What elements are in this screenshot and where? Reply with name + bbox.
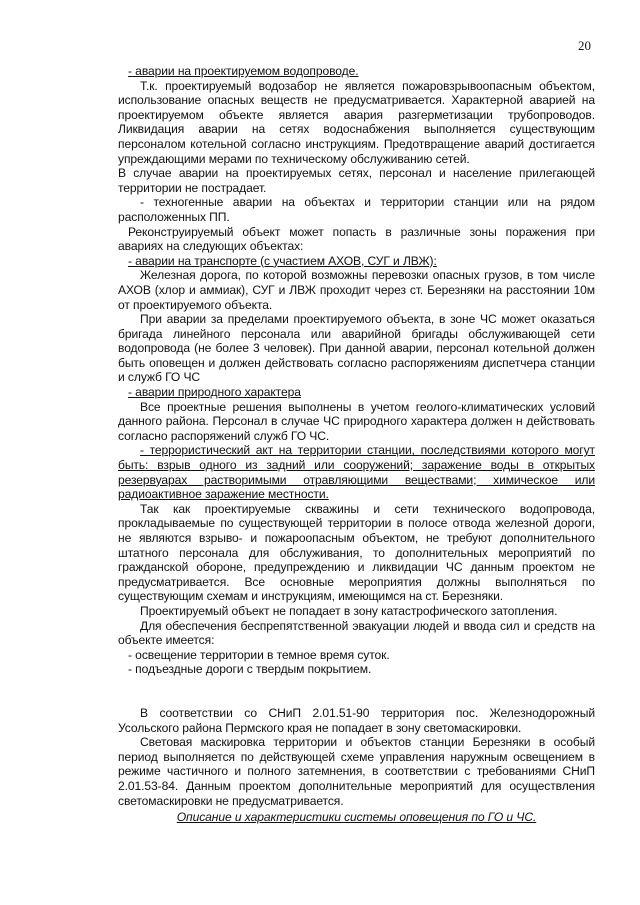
list-item: - освещение территории в темное время суток. [128,647,390,662]
heading-water-pipeline-accident: - аварии на проектируемом водопроводе. [128,64,359,78]
heading-transport-accident: - аварии на транспорте (с участием АХОВ, СУГ и ЛВЖ): [128,253,437,268]
paragraph: Т.к. проектируемый водозабор не является пожаровзрывоопасным объектом, использование опасных веществ не предусматривается. Характерной аварией на проектируемом объекте является авария разгерметизации трубопроводов. Ликвидация аварии на сетях водоснабжения выполняется существующим персоналом котельной согласно инструкциям. Предотвращение аварий достигается упреждающими мерами по техническому обслуживанию сетей. [118,78,595,166]
paragraph: Так как проектируемые скважины и сети технического водопровода, прокладываемые по существующей территории в полосе отвода железной дороги, не являются взрыво- и пожароопасным объектом, не требуют дополнительного штатного персонала для обслуживания, то дополнительных мероприятий по гражданской обороне, предупреждению и ликвидации ЧС данным проектом не предусматривается. Все основные мероприятия должны выполняться по существующим схемам и инструкциям, имеющимся на ст. Березняки. [118,501,595,604]
paragraph: Проектируемый объект не попадает в зону катастрофического затопления. [140,603,558,618]
paragraph: Для обеспечения беспрепятственной эвакуации людей и ввода сил и средств на объекте имеется: [118,618,595,648]
heading-natural-accident: - аварии природного характера [128,385,301,400]
paragraph: Световая маскировка территории и объектов станции Березняки в особый период выполняется по действующей схеме управления наружным освещением в режиме частичного и полного затемнения, в соответствии с требованиями СНиП 2.01.53-84. Данным проектом дополнительные мероприятий для осуществления светомаскировки не предусматривается. [118,735,595,808]
paragraph: В соответствии со СНиП 2.01.51-90 территория пос. Железнодорожный Усольского района Пермского края не попадает в зону светомаскировки. [118,705,595,735]
document-body [118,64,595,825]
paragraph: В случае аварии на проектируемых сетях, персонал и население прилегающей территории не пострадает. [118,166,595,195]
paragraph: - техногенные аварии на объектах и территории станции или на рядом расположенных ПП. [118,195,595,224]
list-item: - подъездные дороги с твердым покрытием. [128,662,372,677]
paragraph: Реконструируемый объект может попасть в различные зоны поражения при авариях на следующих объектах: [118,224,595,254]
page-number: 20 [578,38,591,53]
paragraph-terrorist-act: - террористический акт на территории станции, последствиями которого могут быть: взрыв одного из задний или сооружений; заражение воды в открытых резервуарах растворимыми отравляющими веществами; химическое или радиоактивное заражение местности. [118,443,595,502]
paragraph: Все проектные решения выполнены в учетом геолого-климатических условий данного района. Персонал в случае ЧС природного характера должен н действовать согласно распоряжений служб ГО ЧС. [118,399,595,443]
spacer [118,677,595,706]
paragraph: Железная дорога, по которой возможны перевозки опасных грузов, в том числе АХОВ (хлор и аммиак), СУГ и ЛВЖ проходит через ст. Березняки на расстоянии 10м от проектируемого объекта. [118,268,595,312]
paragraph: При аварии за пределами проектируемого объекта, в зоне ЧС может оказаться бригада линейного персонала или аварийной бригады обслуживающей сети водопровода (не более 3 человек). При данной аварии, персонал котельной должен быть оповещен и должен действовать согласно распоряжениям диспетчера станции и служб ГО ЧС [118,312,595,385]
section-heading-warning-system: Описание и характеристики системы оповещения по ГО и ЧС. [176,810,537,825]
